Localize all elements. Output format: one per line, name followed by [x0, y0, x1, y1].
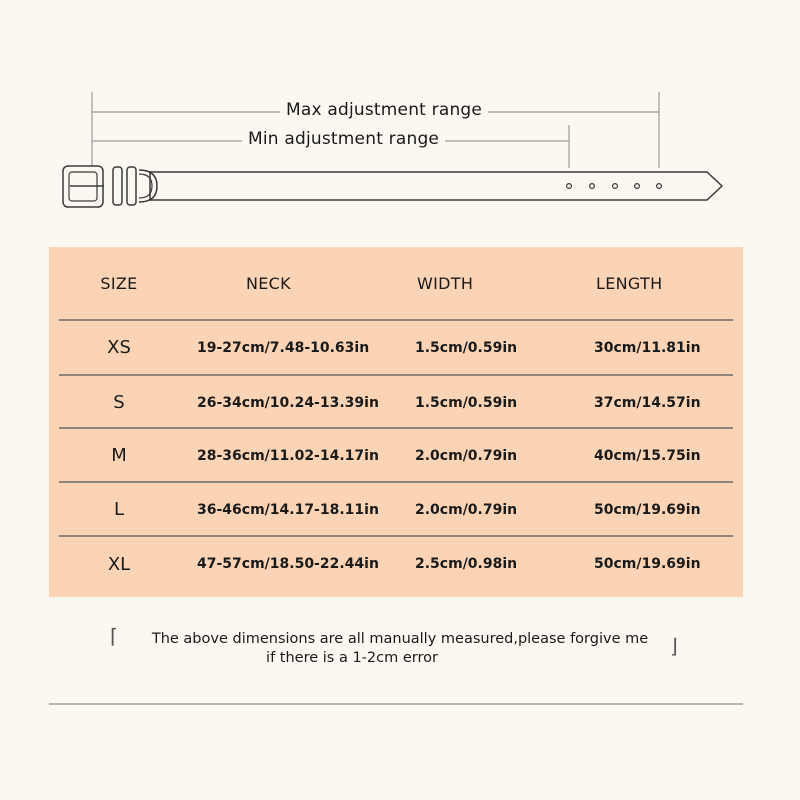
- header-width: WIDTH: [417, 273, 474, 293]
- length-value: 50cm/19.69in: [594, 501, 701, 518]
- neck-value: 47-57cm/18.50-22.44in: [197, 556, 379, 572]
- size-value: L: [113, 499, 125, 520]
- neck-value: 19-27cm/7.48-10.63in: [197, 339, 370, 356]
- note-bracket-open: ⌈: [110, 624, 118, 648]
- min-adjustment-label: Min adjustment range: [242, 129, 445, 149]
- size-value: XS: [107, 337, 131, 358]
- table-row: [49, 376, 743, 429]
- measurement-note: [0, 630, 800, 668]
- size-value: M: [111, 445, 127, 466]
- bottom-divider: [49, 703, 743, 705]
- header-neck: NECK: [246, 273, 291, 293]
- header-size: SIZE: [100, 273, 138, 293]
- neck-value: 36-46cm/14.17-18.11in: [197, 501, 379, 518]
- neck-value: 28-36cm/11.02-14.17in: [197, 447, 379, 464]
- length-value: 50cm/19.69in: [594, 556, 701, 572]
- size-table: [49, 247, 743, 597]
- size-value: S: [113, 392, 125, 413]
- table-row: [49, 321, 743, 374]
- keeper-loop: [113, 167, 122, 205]
- table-header: [49, 247, 743, 319]
- width-value: 1.5cm/0.59in: [415, 394, 518, 411]
- max-adjustment-label: Max adjustment range: [280, 100, 488, 120]
- note-line-2: if there is a 1-2cm error: [266, 650, 438, 666]
- width-value: 2.5cm/0.98in: [415, 556, 518, 572]
- width-value: 2.0cm/0.79in: [415, 447, 518, 464]
- note-line-1: The above dimensions are all manually measured,please forgive me: [151, 631, 649, 647]
- table-row: [49, 429, 743, 482]
- length-value: 37cm/14.57in: [594, 394, 701, 411]
- width-value: 2.0cm/0.79in: [415, 501, 518, 518]
- length-value: 30cm/11.81in: [594, 339, 701, 356]
- length-value: 40cm/15.75in: [594, 447, 701, 464]
- header-length: LENGTH: [596, 273, 663, 293]
- table-row: [49, 537, 743, 591]
- neck-value: 26-34cm/10.24-13.39in: [197, 394, 379, 411]
- collar-diagram: [0, 0, 800, 230]
- keeper-loop: [127, 167, 136, 205]
- size-value: XL: [107, 553, 131, 575]
- note-bracket-close: ⌋: [670, 634, 678, 658]
- table-row: [49, 483, 743, 536]
- width-value: 1.5cm/0.59in: [415, 339, 518, 356]
